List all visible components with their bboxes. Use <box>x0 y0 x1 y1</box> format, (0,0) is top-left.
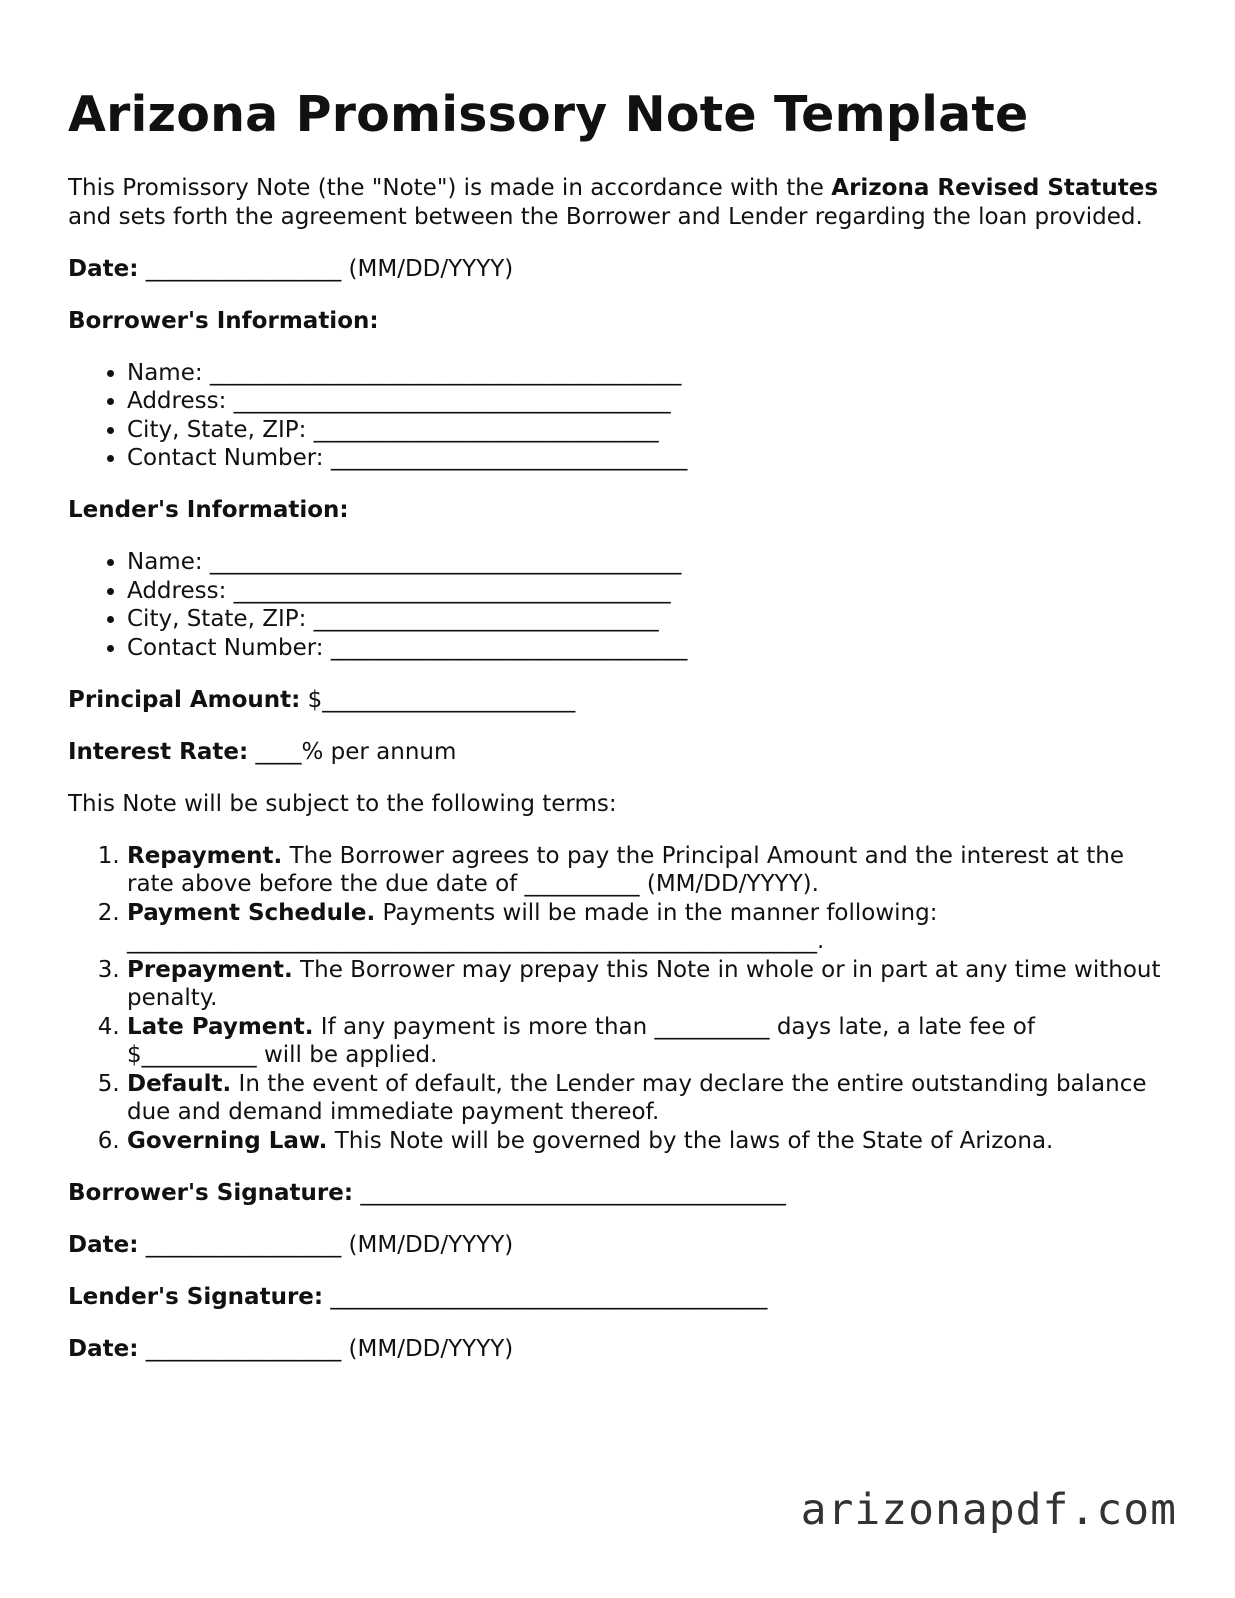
term-governing-law <box>127 1127 1168 1156</box>
term-text: In the event of default, the Lender may declare the entire outstanding balance due and demand immediate payment thereof. <box>127 1070 1147 1125</box>
lender-city-field: • City, State, ZIP: ______________________________ <box>127 605 1168 634</box>
document-title: Arizona Promissory Note Template <box>68 86 1029 143</box>
borrower-signature-field <box>68 1179 1168 1208</box>
lender-heading: Lender's Information: <box>68 497 349 523</box>
site-watermark: arizonapdf.com <box>800 1485 1177 1535</box>
lender-date-blank: _________________ (MM/DD/YYYY) <box>138 1335 514 1362</box>
lender-date-field <box>68 1335 1168 1364</box>
lender-signature-label: Lender's Signature: <box>68 1283 324 1310</box>
term-text: This Note will be governed by the laws of the State of Arizona. <box>327 1127 1054 1154</box>
term-text: If any payment is more than __________ days late, a late fee of $__________ will be applied. <box>127 1013 1035 1068</box>
term-title: Repayment. <box>127 842 283 869</box>
term-text: The Borrower may prepay this Note in whole or in part at any time without penalty. <box>127 956 1161 1011</box>
date-label: Date: <box>68 255 139 282</box>
term-title: Late Payment. <box>127 1013 314 1040</box>
borrower-date-field <box>68 1231 1168 1260</box>
principal-field <box>68 686 1168 715</box>
intro-text-before: This Promissory Note (the "Note") is made in accordance with the <box>68 175 832 201</box>
terms-intro: This Note will be subject to the following terms: <box>68 790 617 817</box>
intro-paragraph <box>68 174 1168 231</box>
intro-text-after: and sets forth the agreement between the Borrower and Lender regarding the loan provided. <box>68 203 1143 230</box>
principal-label: Principal Amount: <box>68 686 301 713</box>
lender-signature-blank: ______________________________________ <box>323 1283 768 1310</box>
borrower-address-field: • Address: ______________________________________ <box>127 387 1168 416</box>
borrower-name-field: • Name: _________________________________________ <box>127 359 1168 388</box>
date-field <box>68 255 1168 284</box>
interest-label: Interest Rate: <box>68 738 249 765</box>
principal-blank: $______________________ <box>300 686 576 713</box>
term-payment-schedule <box>127 899 1168 956</box>
lender-signature-field <box>68 1283 1168 1312</box>
terms-list <box>68 842 1168 1156</box>
lender-info-list <box>68 548 1168 662</box>
intro-statute: Arizona Revised Statutes <box>831 175 1159 201</box>
interest-blank: ____% per annum <box>248 738 457 765</box>
term-repayment <box>127 842 1168 899</box>
date-blank: _________________ (MM/DD/YYYY) <box>138 255 514 282</box>
borrower-date-blank: _________________ (MM/DD/YYYY) <box>138 1231 514 1258</box>
term-text: Payments will be made in the manner following: ____________________________________________________________. <box>127 899 938 954</box>
borrower-date-label: Date: <box>68 1231 139 1258</box>
lender-date-label: Date: <box>68 1335 139 1362</box>
term-default <box>127 1070 1168 1127</box>
lender-contact-field: • Contact Number: _______________________________ <box>127 634 1168 663</box>
term-title: Payment Schedule. <box>127 899 376 926</box>
term-title: Prepayment. <box>127 956 293 983</box>
borrower-heading: Borrower's Information: <box>68 307 379 334</box>
document-page <box>68 82 1168 1363</box>
lender-name-field: • Name: _________________________________________ <box>127 548 1168 577</box>
term-title: Default. <box>127 1070 232 1097</box>
term-prepayment <box>127 956 1168 1013</box>
term-late-payment <box>127 1013 1168 1070</box>
interest-field <box>68 738 1168 767</box>
borrower-info-list <box>68 359 1168 473</box>
borrower-contact-field: • Contact Number: _______________________________ <box>127 444 1168 473</box>
term-title: Governing Law. <box>127 1127 328 1154</box>
borrower-signature-blank: _____________________________________ <box>353 1179 786 1206</box>
borrower-city-field: • City, State, ZIP: ______________________________ <box>127 416 1168 445</box>
borrower-signature-label: Borrower's Signature: <box>68 1179 354 1206</box>
lender-address-field: • Address: ______________________________________ <box>127 577 1168 606</box>
term-text: The Borrower agrees to pay the Principal Amount and the interest at the rate above before the due date of __________ (MM/DD/YYYY). <box>127 842 1124 897</box>
